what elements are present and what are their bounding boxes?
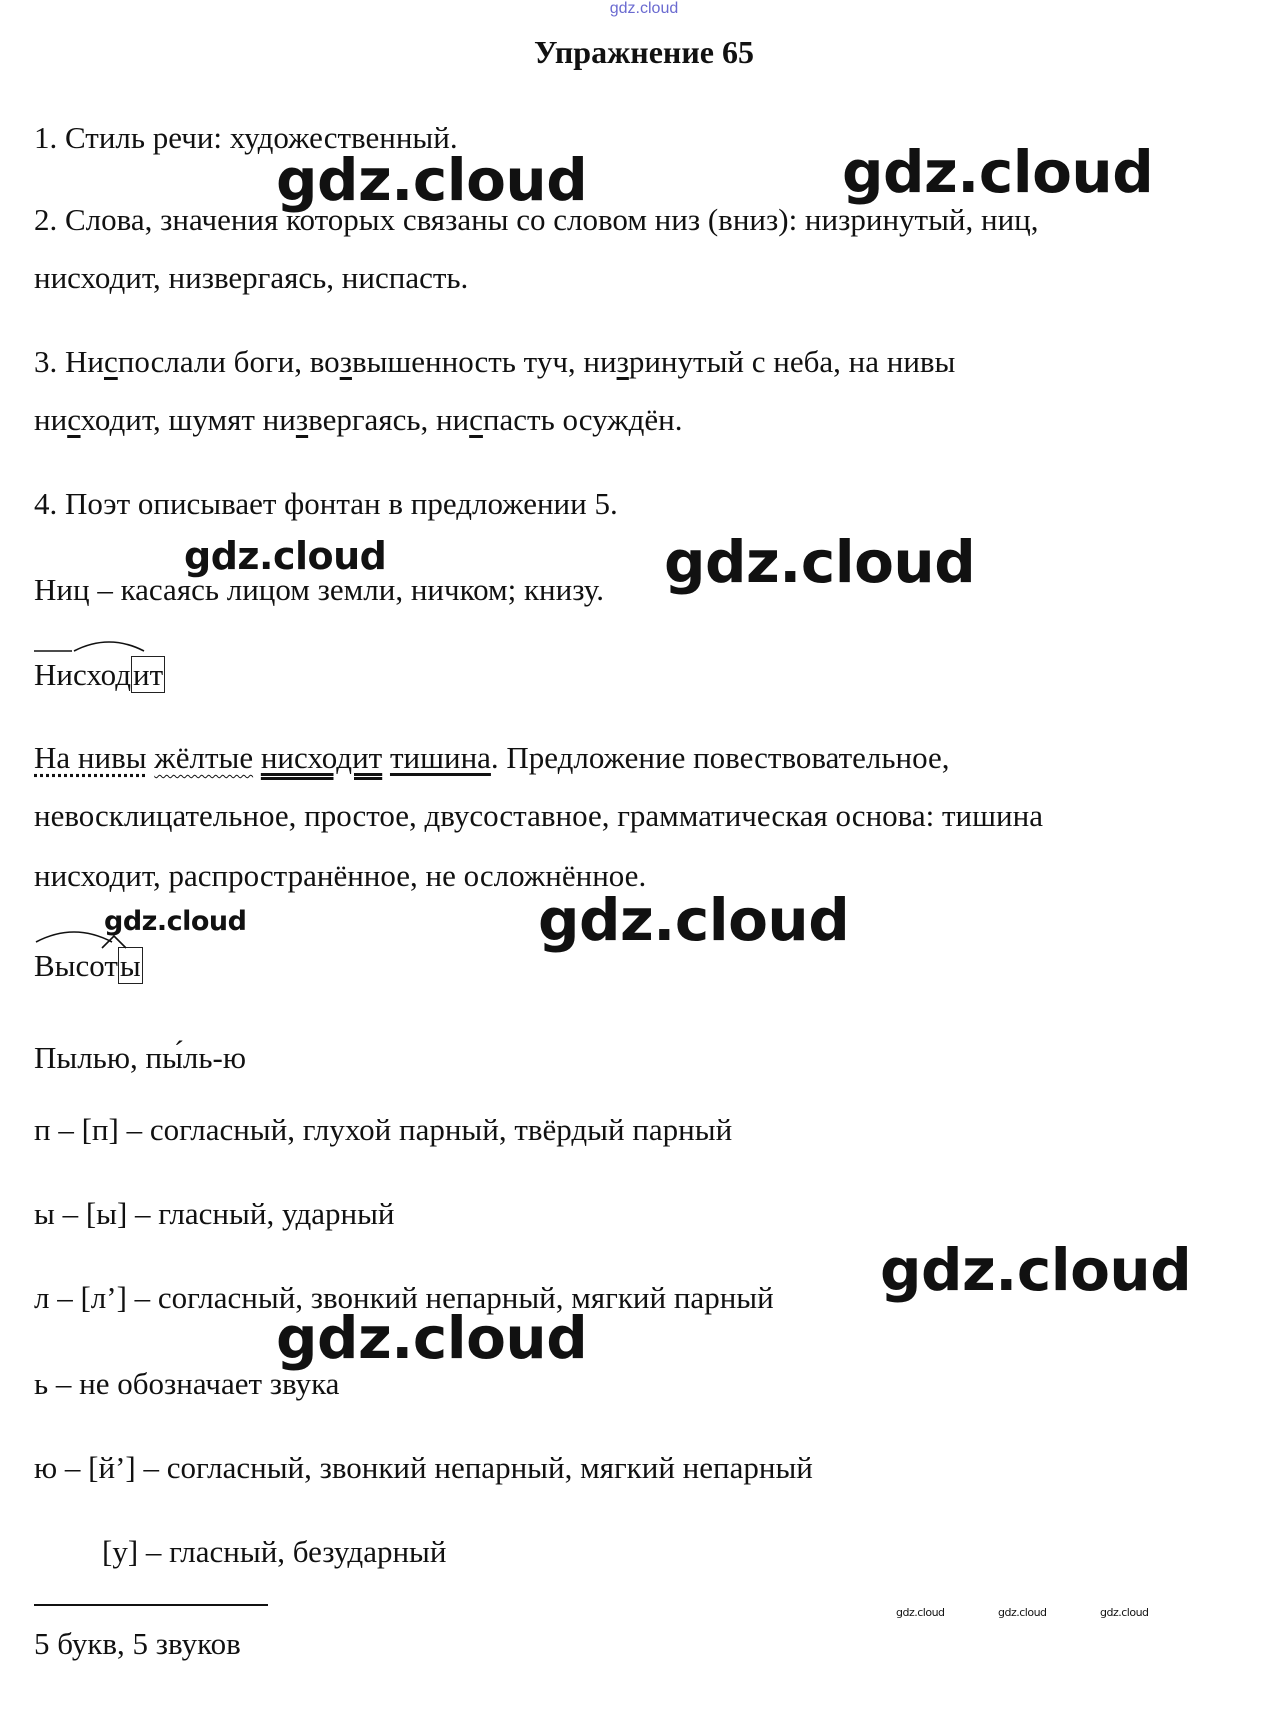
watermark: gdz.cloud — [998, 1606, 1047, 1619]
word-parsed — [34, 946, 143, 986]
text-segment: 3. Ни — [34, 344, 104, 379]
sentence-line-2: невосклицательное, простое, двусоставное, грамматическая основа: тишина — [34, 798, 1043, 833]
underlined-letter: с — [469, 402, 483, 437]
nits-definition: Ниц – касаясь лицом земли, ничком; книзу. — [34, 572, 604, 607]
page-title: Упражнение 65 — [533, 34, 754, 70]
sentence-predicate: нисходит — [260, 740, 383, 775]
underlined-letter: с — [67, 402, 81, 437]
sentence-attribute: жёлтые — [154, 740, 254, 775]
word-ending: ы — [119, 948, 141, 983]
underlined-letter: з — [295, 402, 309, 437]
word-stem: Нисход — [34, 657, 132, 692]
paragraph-2-line-2: нисходит, низвергаясь, ниспасть. — [34, 260, 469, 295]
watermark: gdz.cloud — [896, 1606, 945, 1619]
paragraph-4: 4. Поэт описывает фонтан в предложении 5. — [34, 486, 618, 521]
underlined-letter: з — [339, 344, 352, 379]
watermark: gdz.cloud — [104, 906, 247, 937]
paragraph-2-line-1: 2. Слова, значения которых связаны со словом низ (вниз): низринутый, ниц, — [34, 202, 1039, 237]
text-segment: ходит, шумят ни — [80, 402, 296, 437]
underlined-letter: с — [103, 344, 118, 379]
sentence-line-3: нисходит, распространённое, не осложнённое. — [34, 858, 647, 893]
phonetic-line: ы – [ы] – гласный, ударный — [34, 1196, 395, 1231]
watermark: gdz.cloud — [842, 138, 1154, 206]
text-segment: вергаясь, ни — [308, 402, 470, 437]
watermark: gdz.cloud — [1100, 1606, 1149, 1619]
phonetic-word: Пылью, пы́ль-ю — [34, 1040, 246, 1075]
text-segment: ни — [34, 402, 68, 437]
morpheme-analysis-2 — [34, 946, 143, 986]
text-segment: пасть осуждён. — [482, 402, 683, 437]
phonetic-line: ю – [й’] – согласный, звонкий непарный, мягкий непарный — [34, 1450, 813, 1485]
watermark: gdz.cloud — [664, 528, 976, 596]
word-stem: Высот — [34, 948, 118, 983]
text-segment: послали боги, во — [117, 344, 340, 379]
watermark-top: gdz.cloud — [609, 0, 679, 17]
sentence-circumstance: На нивы — [34, 740, 147, 775]
paragraph-1: 1. Стиль речи: художественный. — [34, 120, 458, 155]
watermark: gdz.cloud — [276, 1304, 588, 1372]
phonetic-line: ь – не обозначает звука — [34, 1366, 340, 1401]
watermark: gdz.cloud — [538, 886, 850, 954]
text-segment: вышенность туч, ни — [351, 344, 617, 379]
underlined-letter: з — [616, 344, 629, 379]
paragraph-3-line-2 — [34, 400, 682, 440]
text-segment: ринутый с неба, на нивы — [628, 344, 956, 379]
sentence-rest: . Предложение повествовательное, — [490, 740, 950, 775]
morpheme-analysis-1 — [34, 655, 165, 695]
divider — [34, 1604, 268, 1606]
phonetic-line: [у] – гласный, безударный — [102, 1534, 447, 1569]
sentence-subject: тишина — [389, 740, 491, 775]
watermark: gdz.cloud — [184, 534, 387, 578]
phonetic-line: п – [п] – согласный, глухой парный, твёрдый парный — [34, 1112, 733, 1147]
sentence-line-1 — [34, 738, 949, 778]
word-parsed — [34, 655, 165, 695]
paragraph-3-line-1 — [34, 342, 955, 382]
word-ending: ит — [133, 657, 164, 692]
watermark: gdz.cloud — [880, 1236, 1192, 1304]
watermark: gdz.cloud — [276, 146, 588, 214]
summary: 5 букв, 5 звуков — [34, 1626, 241, 1661]
phonetic-line: л – [л’] – согласный, звонкий непарный, мягкий парный — [34, 1280, 774, 1315]
morpheme-marks — [34, 637, 184, 657]
